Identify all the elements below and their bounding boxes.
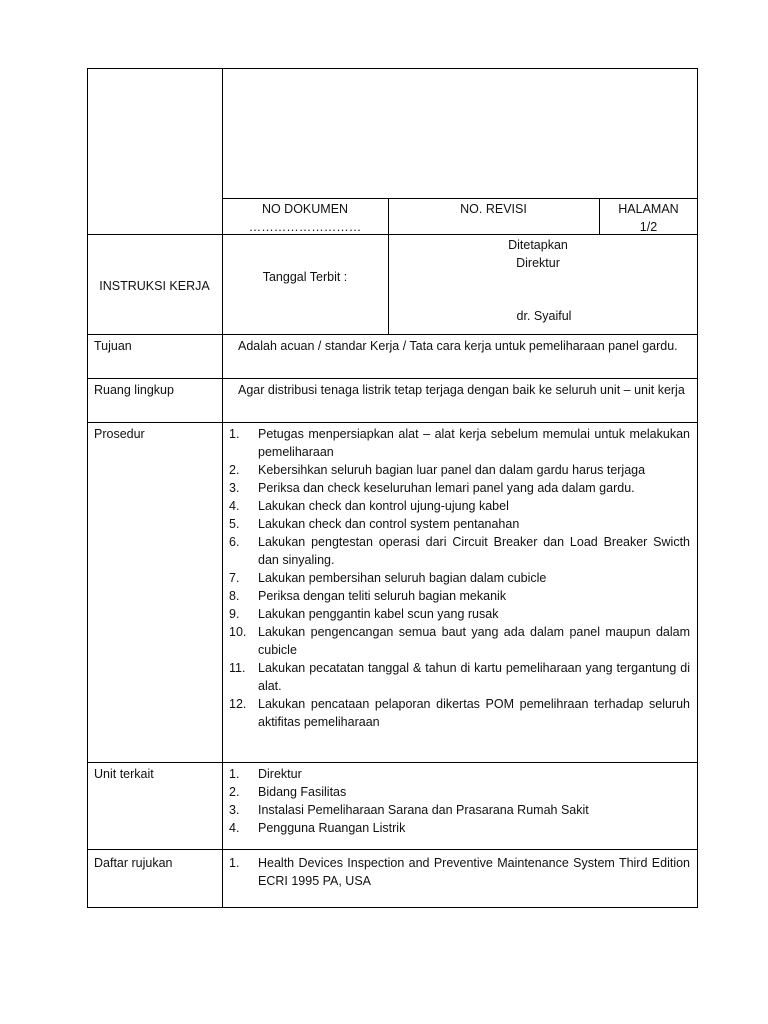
no-revisi-label: NO. REVISI <box>460 202 527 216</box>
rule <box>87 762 698 763</box>
unit-terkait-list <box>222 765 690 837</box>
list-item: 1. Health Devices Inspection and Preventive Maintenance System Third Edition ECRI 1995 PA, USA <box>229 856 690 888</box>
no-dokumen-label: NO DOKUMEN <box>261 202 349 216</box>
list-item: 2. Bidang Fasilitas <box>229 785 347 799</box>
ditetapkan-label: Ditetapkan <box>508 238 568 252</box>
rule <box>87 422 698 423</box>
ruang-lingkup-label: Ruang lingkup <box>94 383 174 397</box>
ruang-lingkup-text: Agar distribusi tenaga listrik tetap terjaga dengan baik ke seluruh unit – unit kerja <box>238 383 685 397</box>
list-item: 3. Instalasi Pemeliharaan Sarana dan Prasarana Rumah Sakit <box>229 803 589 817</box>
list-item: 6. Lakukan pengtestan operasi dari Circuit Breaker dan Load Breaker Swicth dan sinyaling. <box>229 535 690 567</box>
list-item: 4. Lakukan check dan kontrol ujung-ujung kabel <box>229 499 509 513</box>
halaman-label: HALAMAN <box>618 202 679 216</box>
direktur-label: Direktur <box>516 256 560 270</box>
halaman-value: 1/2 <box>639 220 658 234</box>
list-item: 9. Lakukan penggantin kabel scun yang rusak <box>229 607 499 621</box>
list-item: 10. Lakukan pengencangan semua baut yang ada dalam panel maupun dalam cubicle <box>229 625 690 657</box>
tanggal-terbit-label: Tanggal Terbit : <box>262 270 348 284</box>
daftar-rujukan-label: Daftar rujukan <box>94 856 173 870</box>
tujuan-text: Adalah acuan / standar Kerja / Tata cara kerja untuk pemeliharaan panel gardu. <box>238 339 678 353</box>
signer-name: dr. Syaiful <box>516 309 572 323</box>
list-item: 12. Lakukan pencataan pelaporan dikertas POM pemelihraan terhadap seluruh aktifitas pemeliharaan <box>229 697 690 729</box>
no-dokumen-value: ……………………… <box>248 220 362 234</box>
list-item: 1. Petugas menpersiapkan alat – alat kerja sebelum memulai untuk melakukan pemeliharaan <box>229 427 690 459</box>
list-item: 8. Periksa dengan teliti seluruh bagian mekanik <box>229 589 507 603</box>
list-item: 4. Pengguna Ruangan Listrik <box>229 821 406 835</box>
list-item: 5. Lakukan check dan control system pentanahan <box>229 517 520 531</box>
rule <box>222 198 698 199</box>
tujuan-label: Tujuan <box>94 339 132 353</box>
prosedur-label: Prosedur <box>94 427 145 441</box>
rule <box>87 334 698 335</box>
instruksi-kerja-title: INSTRUKSI KERJA <box>99 279 210 293</box>
rule <box>87 378 698 379</box>
unit-terkait-label: Unit terkait <box>94 767 154 781</box>
list-item: 11. Lakukan pecatatan tanggal & tahun di kartu pemeliharaan yang tergantung di alat. <box>229 661 690 693</box>
rule <box>87 849 698 850</box>
daftar-rujukan-list <box>222 854 690 890</box>
list-item: 1. Direktur <box>229 767 302 781</box>
list-item: 7. Lakukan pembersihan seluruh bagian dalam cubicle <box>229 571 547 585</box>
list-item: 2. Kebersihkan seluruh bagian luar panel dan dalam gardu harus terjaga <box>229 463 646 477</box>
list-item: 3. Periksa dan check keseluruhan lemari panel yang ada dalam gardu. <box>229 481 635 495</box>
prosedur-list <box>222 425 690 731</box>
